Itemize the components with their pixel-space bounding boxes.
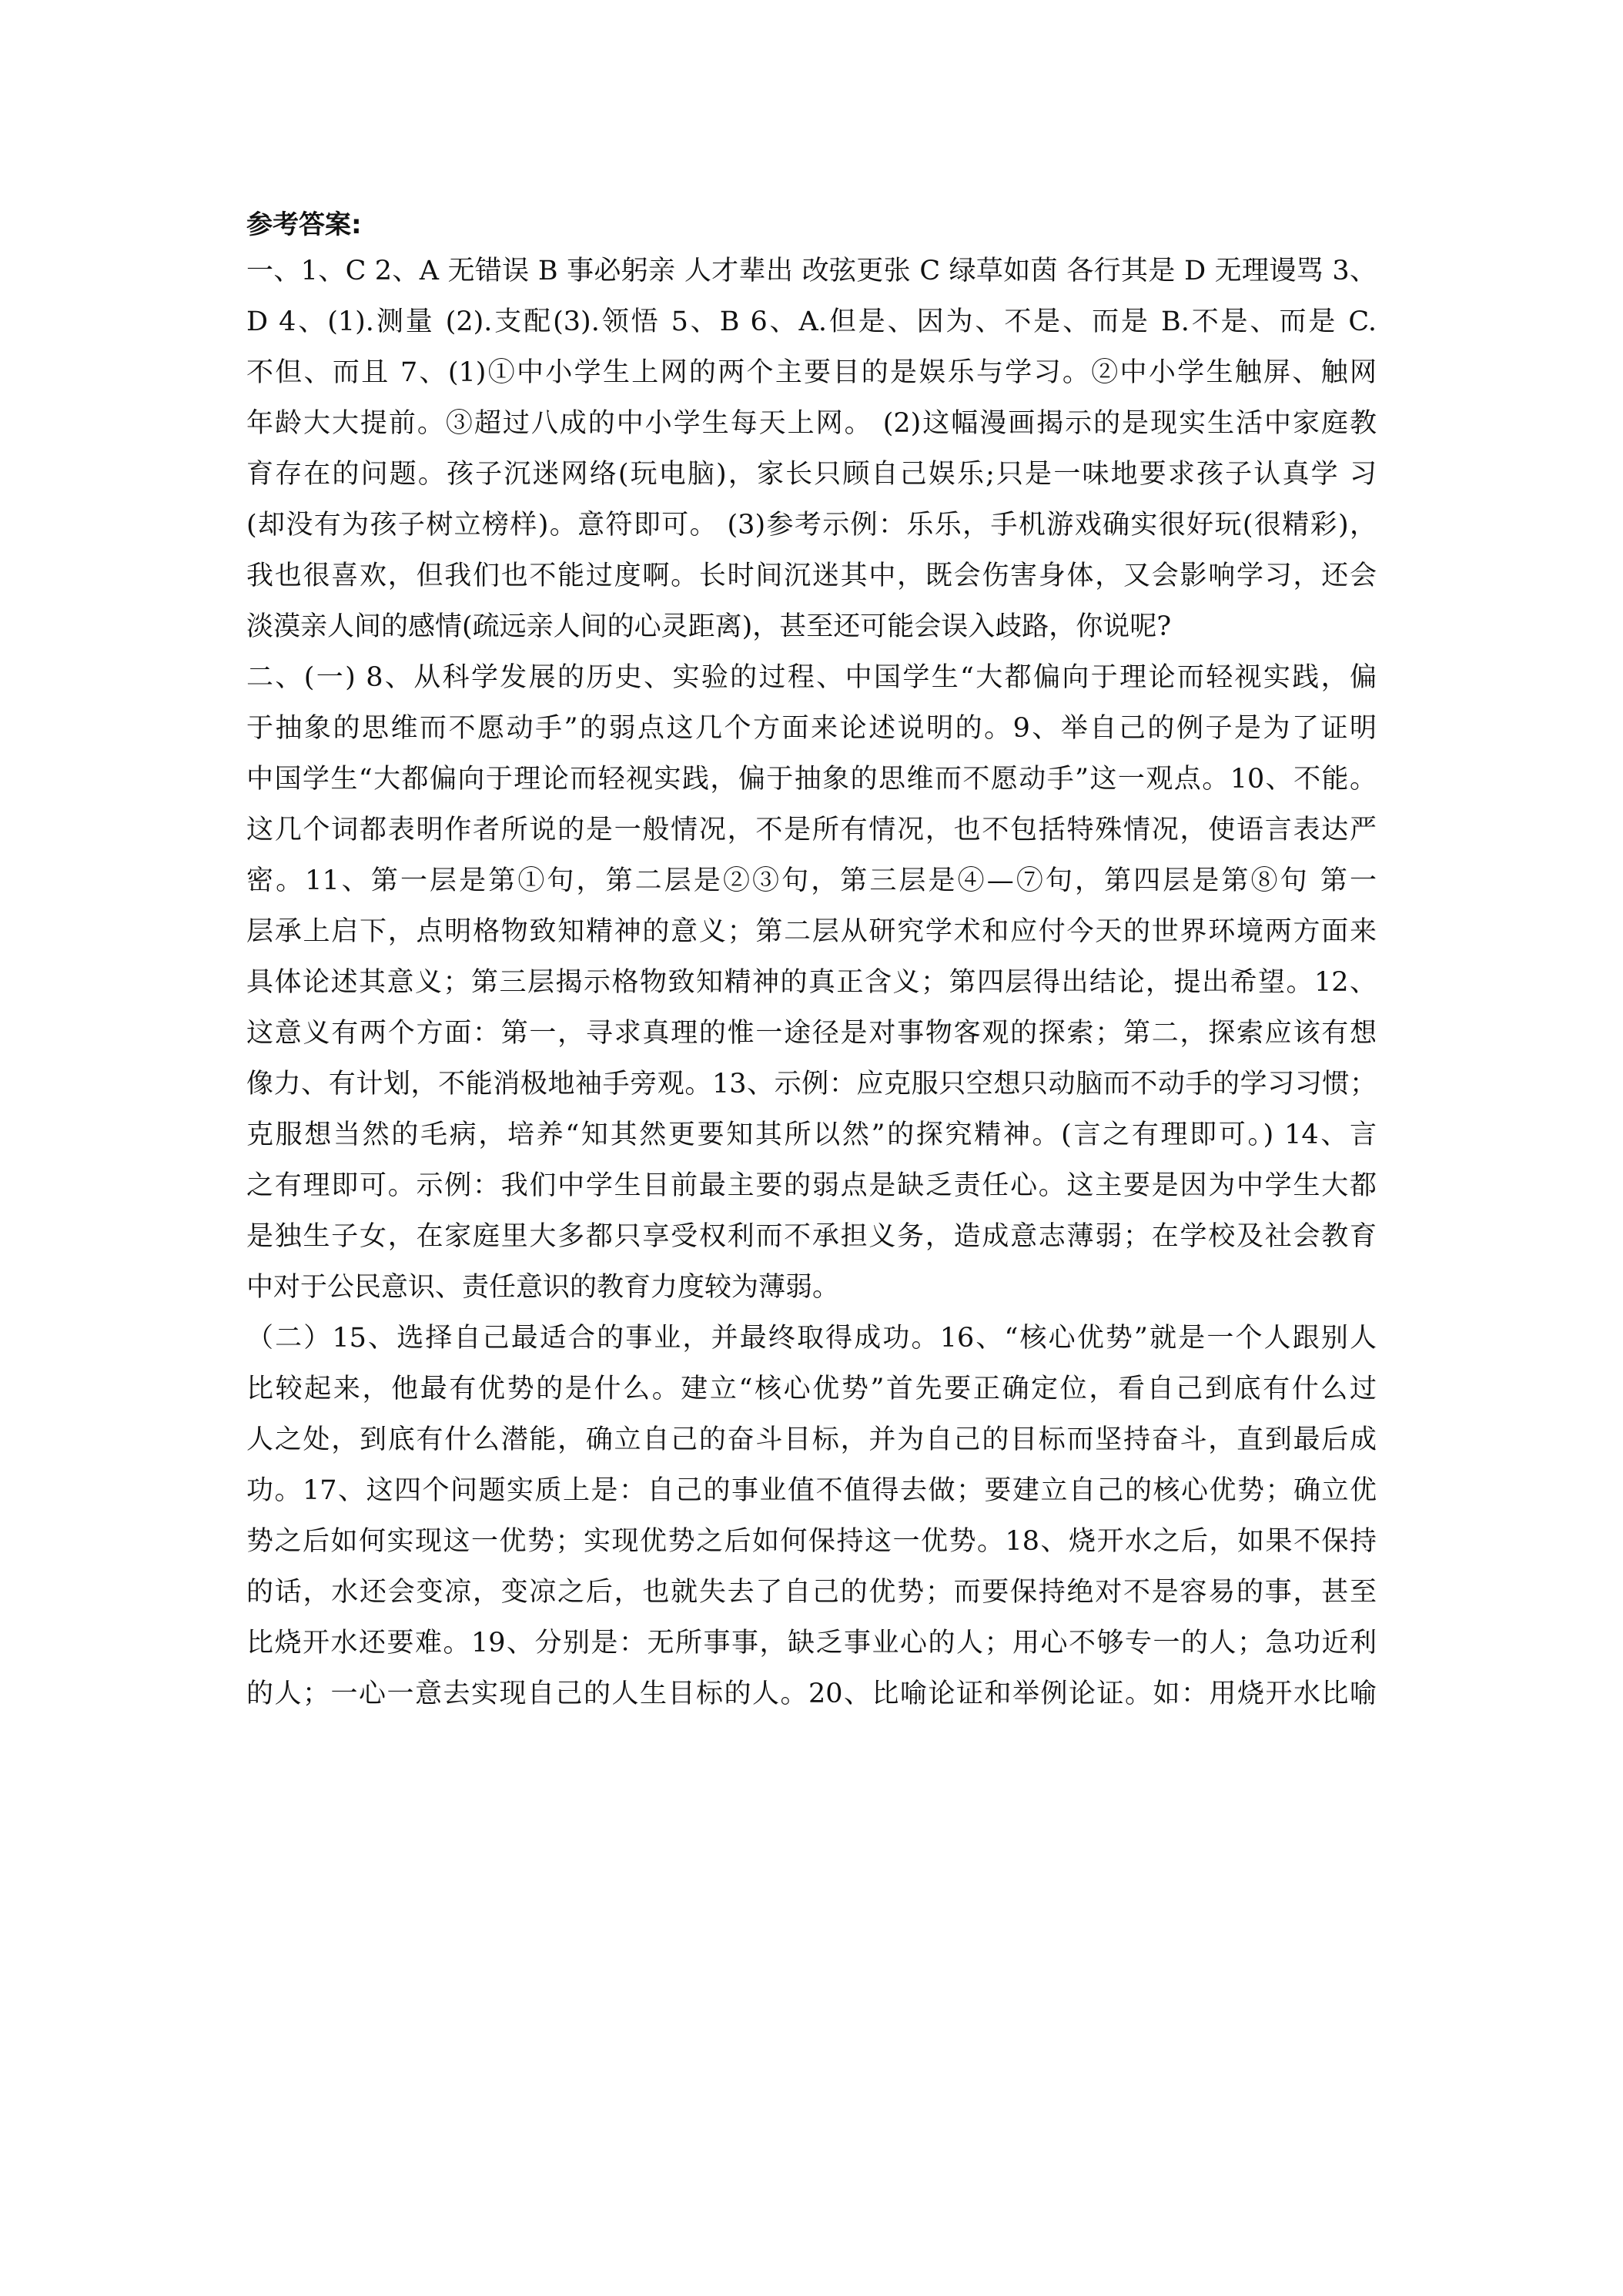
text-line: 比烧开水还要难。19、分别是：无所事事，缺乏事业心的人；用心不够专一的人；急功近利: [246, 1628, 1377, 1658]
text-line: D 4、(1).测量 (2).支配(3).领悟 5、B 6、A.但是、因为、不是、而是 B.不是、而是 C.: [246, 306, 1377, 337]
text-line: 像力、有计划，不能消极地袖手旁观。13、示例：应克服只空想只动脑而不动手的学习习惯；: [246, 1069, 1377, 1099]
text-line: 的人；一心一意去实现自己的人生目标的人。20、比喻论证和举例论证。如：用烧开水比喻: [246, 1678, 1377, 1709]
text-line: 这意义有两个方面：第一，寻求真理的惟一途径是对事物客观的探索；第二，探索应该有想: [246, 1018, 1377, 1049]
answer-key-heading: 参考答案:: [246, 209, 362, 240]
text-line: 年龄大大提前。③超过八成的中小学生每天上网。 (2)这幅漫画揭示的是现实生活中家庭教: [246, 408, 1377, 439]
text-line: 这几个词都表明作者所说的是一般情况，不是所有情况，也不包括特殊情况，使语言表达严: [246, 815, 1377, 845]
text-line: 人之处，到底有什么潜能，确立自己的奋斗目标，并为自己的目标而坚持奋斗，直到最后成: [246, 1424, 1377, 1455]
text-line: 中对于公民意识、责任意识的教育力度较为薄弱。: [246, 1272, 840, 1303]
text-line: 的话，水还会变凉，变凉之后，也就失去了自己的优势；而要保持绝对不是容易的事，甚至: [246, 1577, 1377, 1608]
answer-text-block: [246, 256, 1377, 1729]
text-line: 一、1、C 2、A 无错误 B 事必躬亲 人才辈出 改弦更张 C 绿草如茵 各行其是 D 无理谩骂 3、: [246, 256, 1377, 286]
answer-key: [246, 208, 1377, 1729]
text-line: 不但、而且 7、(1)①中小学生上网的两个主要目的是娱乐与学习。②中小学生触屏、触网: [246, 357, 1377, 388]
text-line: 我也很喜欢，但我们也不能过度啊。长时间沉迷其中，既会伤害身体，又会影响学习，还会: [246, 561, 1377, 591]
text-line: 育存在的问题。孩子沉迷网络(玩电脑)，家长只顾自己娱乐;只是一味地要求孩子认真学 习: [246, 459, 1377, 490]
text-line: 是独生子女，在家庭里大多都只享受权利而不承担义务，造成意志薄弱；在学校及社会教育: [246, 1221, 1377, 1252]
text-line: 之有理即可。示例：我们中学生目前最主要的弱点是缺乏责任心。这主要是因为中学生大都: [246, 1170, 1377, 1201]
text-line: 层承上启下，点明格物致知精神的意义；第二层从研究学术和应付今天的世界环境两方面来: [246, 916, 1377, 947]
text-line: 具体论述其意义；第三层揭示格物致知精神的真正含义；第四层得出结论，提出希望。12、: [246, 967, 1377, 998]
text-line: 克服想当然的毛病，培养“知其然更要知其所以然”的探究精神。(言之有理即可。) 14、言: [246, 1120, 1377, 1150]
text-line: （二）15、选择自己最适合的事业，并最终取得成功。16、“核心优势”就是一个人跟别人: [246, 1323, 1377, 1354]
text-line: 中国学生“大都偏向于理论而轻视实践，偏于抽象的思维而不愿动手”这一观点。10、不能。: [246, 764, 1377, 795]
text-line: 功。17、这四个问题实质上是：自己的事业值不值得去做；要建立自己的核心优势；确立优: [246, 1475, 1377, 1506]
text-line: (却没有为孩子树立榜样)。意符即可。 (3)参考示例：乐乐，手机游戏确实很好玩(很精彩)，: [246, 510, 1377, 541]
text-line: 比较起来，他最有优势的是什么。建立“核心优势”首先要正确定位，看自己到底有什么过: [246, 1374, 1377, 1404]
text-line: 二、(一) 8、从科学发展的历史、实验的过程、中国学生“大都偏向于理论而轻视实践，偏: [246, 662, 1377, 693]
text-line: 密。11、第一层是第①句，第二层是②③句，第三层是④—⑦句，第四层是第⑧句 第一: [246, 865, 1377, 896]
text-line: 淡漠亲人间的感情(疏远亲人间的心灵距离)，甚至还可能会误入歧路，你说呢?: [246, 611, 1172, 642]
text-line: 势之后如何实现这一优势；实现优势之后如何保持这一优势。18、烧开水之后，如果不保持: [246, 1526, 1377, 1557]
text-line: 于抽象的思维而不愿动手”的弱点这几个方面来论述说明的。9、举自己的例子是为了证明: [246, 713, 1377, 744]
